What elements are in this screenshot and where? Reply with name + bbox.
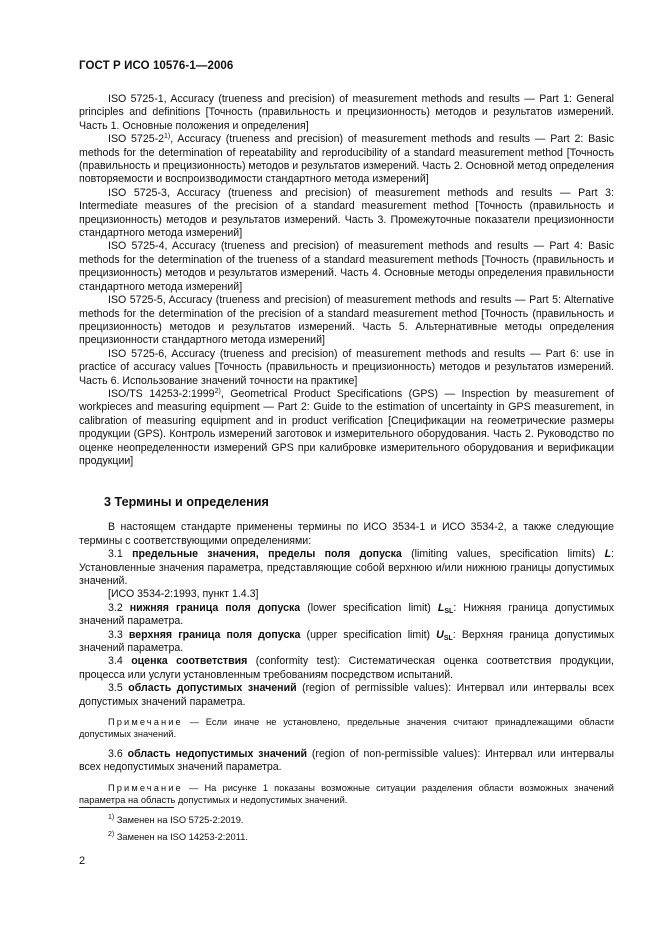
reference-item: ISO 5725-1, Accuracy (trueness and precision) of measurement methods and results — Part 1: General principles and definitions [Точность (правильность и прецизионность) методов и результатов измерений. Часть 1. Основные положения и определения] (79, 93, 614, 132)
term-source: [ИСО 3534-2:1993, пункт 1.4.3] (108, 588, 259, 601)
document-header: ГОСТ Р ИСО 10576-1—2006 (79, 60, 234, 72)
reference-item: ISO/TS 14253-2:1999$^{2)}$, Geometrical Product Specifications (GPS) — Inspection by measurement of workpieces and measuring equipment — Part 2: Guide to the estimation of uncertainty in GPS measurement, in calibration of measuring equipment and in product verification [Спецификации на геометрические размеры продукции (GPS). Контроль измерений заготовок и измерительного оборудования. Часть 2. Руководство по оценке неопределенности измерений GPS при калибровке измерительного оборудования и верификации продукции] (79, 387, 614, 467)
term-3-6: 3.6 область недопустимых значений (region of non-permissible values): Интервал или интервалы всех недопустимых значений параметра. (79, 747, 615, 774)
page-number: 2 (79, 855, 86, 867)
reference-item: ISO 5725-4, Accuracy (trueness and precision) of measurement methods and results — Part 4: Basic methods for the determination of the trueness of a standard measurement methods [Точность (правильность и прецизионность) методов и результатов измерений. Часть 4. Основные методы определения правильности стандартного метода измерений] (79, 240, 614, 293)
footnote-divider (79, 807, 174, 808)
term-name: верхняя граница поля допуска (128, 628, 301, 641)
footnotes (108, 812, 248, 846)
note-label: Примечание (108, 782, 183, 793)
normative-references (79, 93, 614, 468)
section-intro: В настоящем стандарте применены термины по ИСО 3534-1 и ИСО 3534-2, а также следующие термины с соответствующими определениями: (79, 521, 614, 547)
note: Примечание — Если иначе не установлено, предельные значения считают принадлежащими области допустимых значений. (79, 717, 614, 740)
term-3-5: 3.5 область допустимых значений (region of permissible values): Интервал или интервалы всех допустимых значений параметра. (79, 682, 615, 708)
term-3-4: 3.4 оценка соответствия (conformity test): Систематическая оценка соответствия продукции, процесса или услуги установленным требованиям посредством испытаний. (79, 655, 614, 681)
term-name: нижняя граница поля допуска (129, 601, 301, 614)
footnote: $^{1)}$ Заменен на ISO 5725-2:2019. (108, 814, 244, 825)
term-symbol: L (604, 548, 612, 561)
term-symbol: L (437, 601, 445, 614)
term-3-3: 3.3 верхняя граница поля допуска (upper specification limit) $U_{SL}$: Верхняя граница допустимых значений параметра. (79, 628, 614, 655)
term-name: оценка соответствия (131, 655, 248, 668)
term-symbol-subscript: SL (443, 634, 453, 642)
term-name: область допустимых значений (128, 682, 297, 695)
note: Примечание — На рисунке 1 показаны возможные ситуации разделения области возможных значений параметра на область допустимых и недопустимых значений. (79, 782, 614, 806)
footnote: $^{2)}$ Заменен на ISO 14253-2:2011. (108, 831, 248, 842)
document-body (79, 93, 614, 814)
reference-item: ISO 5725-2$^{1)}$, Accuracy (trueness and precision) of measurement methods and results — Part 2: Basic methods for the determination of repeatability and reproducibility of a standard measurement method [Точность (правильность и прецизионность) методов и результатов измерений. Часть 2. Основной метод определения повторяемости и воспроизводимости стандартного метода измерений] (79, 133, 614, 186)
term-symbol: U (436, 628, 444, 641)
term-name: область недопустимых значений (127, 747, 308, 760)
footnote-mark: 2) (214, 387, 221, 395)
section-title: 3 Термины и определения (104, 495, 269, 510)
reference-item: ISO 5725-3, Accuracy (trueness and precision) of measurement methods and results — Part 3: Intermediate measures of the precision of a standard measurement method [Точность (правильность и прецизионность) методов и результатов измерений. Часть 3. Промежуточные показатели прецизионности стандартного метода измерений] (79, 186, 614, 240)
note-label: Примечание (108, 717, 183, 728)
term-name: предельные значения, пределы поля допуска (132, 548, 402, 561)
terms-and-definitions (79, 521, 614, 806)
footnote-mark: 1) (164, 133, 171, 141)
term-symbol-subscript: SL (444, 607, 454, 615)
term-3-2: 3.2 нижняя граница поля допуска (lower specification limit) $L_{SL}$: Нижняя граница допустимых значений параметра. (79, 601, 615, 628)
reference-item: ISO 5725-6, Accuracy (trueness and precision) of measurement methods and results — Part 6: use in practice of accuracy values [Точность (правильность и прецизионность) методов и результатов измерений. Часть 6. Использование значений точности на практике] (79, 347, 614, 387)
term-3-1: 3.1 предельные значения, пределы поля допуска (limiting values, specification limits) L: Установленные значения параметра, представляющие собой верхнюю и/или нижнюю границы допустимых значений. (79, 548, 614, 587)
reference-item: ISO 5725-5, Accuracy (trueness and precision) of measurement methods and results — Part 5: Alternative methods for the determination of the precision of a standard measurement method [Точность (правильность и прецизионность) методов и результатов измерений. Часть 5. Альтернативные методы определения прецизионности стандартного метода измерений] (79, 294, 614, 347)
